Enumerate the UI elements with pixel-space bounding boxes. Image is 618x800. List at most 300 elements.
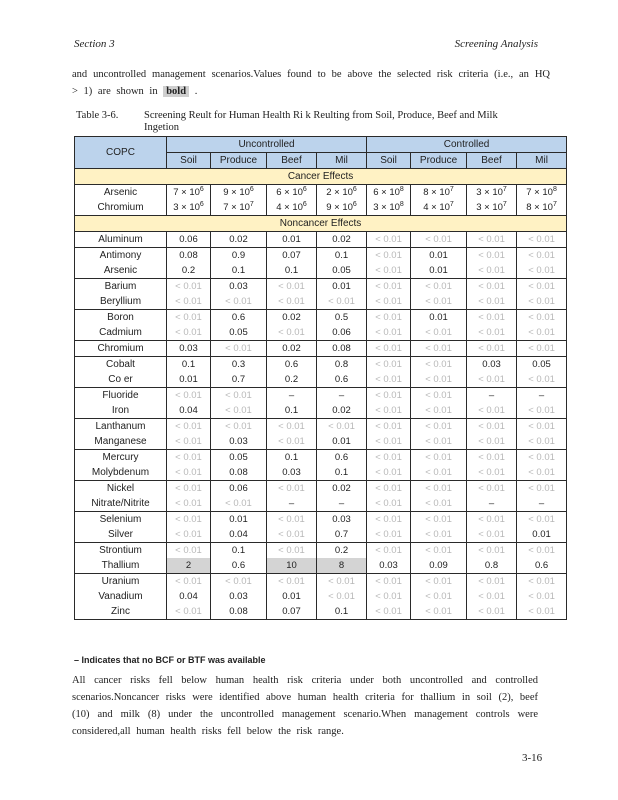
hq-value: < 0.01 — [211, 419, 267, 435]
hq-value: < 0.01 — [467, 574, 517, 590]
hq-value: < 0.01 — [367, 357, 411, 373]
hq-value: < 0.01 — [411, 341, 467, 357]
cancer-value — [467, 200, 517, 216]
hq-value: < 0.01 — [467, 279, 517, 295]
hq-value: < 0.01 — [467, 465, 517, 481]
hq-value: 0.1 — [317, 465, 367, 481]
table-footnote: – Indicates that no BCF or BTF was available — [74, 655, 266, 665]
hq-value: < 0.01 — [167, 450, 211, 466]
hq-value: 0.6 — [317, 450, 367, 466]
hq-value: – — [517, 496, 567, 512]
hq-value: < 0.01 — [467, 341, 517, 357]
hq-value: 0.03 — [267, 465, 317, 481]
hq-value: < 0.01 — [167, 604, 211, 620]
value-exponent: 6 — [199, 201, 204, 208]
hq-value: 0.01 — [411, 248, 467, 264]
hq-value: 0.03 — [211, 279, 267, 295]
hq-value: < 0.01 — [467, 481, 517, 497]
value-exponent: 6 — [302, 201, 307, 208]
hq-value: < 0.01 — [167, 325, 211, 341]
hq-value: < 0.01 — [411, 465, 467, 481]
copc-name: Nitrate/Nitrite — [75, 496, 167, 512]
hq-value: < 0.01 — [267, 543, 317, 559]
hq-value: < 0.01 — [467, 434, 517, 450]
hq-value: < 0.01 — [517, 372, 567, 388]
hq-value: < 0.01 — [211, 574, 267, 590]
hq-value: – — [267, 388, 317, 404]
hq-value: 0.01 — [317, 434, 367, 450]
table-row — [75, 388, 567, 404]
value-exponent: 6 — [352, 186, 357, 193]
hq-value: < 0.01 — [267, 279, 317, 295]
value-base: 4 × 10 — [423, 202, 450, 213]
hq-value: 0.01 — [267, 232, 317, 248]
table-row — [75, 419, 567, 435]
hq-value: < 0.01 — [411, 357, 467, 373]
table-row — [75, 185, 567, 201]
hq-value: < 0.01 — [367, 248, 411, 264]
value-exponent: 6 — [249, 186, 254, 193]
hq-value: 0.02 — [211, 232, 267, 248]
hq-value: < 0.01 — [517, 310, 567, 326]
screening-results-table — [74, 136, 567, 620]
copc-name: Cadmium — [75, 325, 167, 341]
hq-value: < 0.01 — [411, 481, 467, 497]
hq-value: 0.06 — [167, 232, 211, 248]
hq-value: < 0.01 — [167, 512, 211, 528]
value-base: 6 × 10 — [373, 187, 400, 198]
hq-value: 0.02 — [317, 232, 367, 248]
hq-value: < 0.01 — [367, 434, 411, 450]
hq-value: 0.7 — [317, 527, 367, 543]
noncancer-effects-section-label: Noncancer Effects — [75, 216, 567, 232]
cancer-value — [167, 200, 211, 216]
table-row — [75, 589, 567, 604]
hq-value: 0.7 — [211, 372, 267, 388]
hq-value: 0.01 — [317, 279, 367, 295]
copc-name: Fluoride — [75, 388, 167, 404]
value-exponent: 6 — [302, 186, 307, 193]
intro-text: and uncontrolled management scenarios.Values found to be above the selected risk criteria (i.e., an HQ > 1) are shown in — [72, 69, 550, 97]
hq-value: 0.6 — [211, 558, 267, 574]
hq-value: < 0.01 — [411, 589, 467, 604]
copc-name: Thallium — [75, 558, 167, 574]
table-title: Screening Reult for Human Health Ri k Reulting from Soil, Produce, Beef and Milk Ingetion — [144, 110, 498, 133]
hq-value: < 0.01 — [517, 419, 567, 435]
table-row — [75, 558, 567, 574]
copc-name: Co er — [75, 372, 167, 388]
copc-name: Antimony — [75, 248, 167, 264]
hq-value: < 0.01 — [367, 232, 411, 248]
cancer-value — [367, 200, 411, 216]
hq-value: < 0.01 — [411, 434, 467, 450]
copc-name: Strontium — [75, 543, 167, 559]
hq-value: < 0.01 — [467, 450, 517, 466]
hq-value: < 0.01 — [411, 232, 467, 248]
hq-value: < 0.01 — [411, 372, 467, 388]
hq-value: < 0.01 — [211, 341, 267, 357]
hq-value: < 0.01 — [167, 310, 211, 326]
hq-value: 0.03 — [367, 558, 411, 574]
hq-value: < 0.01 — [167, 465, 211, 481]
value-exponent: 7 — [249, 201, 254, 208]
copc-name: Iron — [75, 403, 167, 419]
hq-value: < 0.01 — [517, 512, 567, 528]
hq-value: 0.3 — [211, 357, 267, 373]
table-row — [75, 200, 567, 216]
table-row — [75, 279, 567, 295]
col-header: Produce — [411, 153, 467, 169]
copc-name: Arsenic — [75, 185, 167, 201]
hq-value: < 0.01 — [517, 232, 567, 248]
value-exponent: 8 — [552, 186, 557, 193]
hq-value: 0.2 — [167, 263, 211, 279]
hq-value: 0.03 — [211, 589, 267, 604]
hq-value: 0.05 — [317, 263, 367, 279]
table-row — [75, 403, 567, 419]
hq-value: < 0.01 — [367, 325, 411, 341]
hq-value: 0.07 — [267, 604, 317, 620]
hq-value: < 0.01 — [467, 419, 517, 435]
hq-value: 0.2 — [317, 543, 367, 559]
cancer-value — [267, 185, 317, 201]
hq-value: < 0.01 — [517, 543, 567, 559]
value-exponent: 6 — [199, 186, 204, 193]
hq-value: < 0.01 — [267, 512, 317, 528]
table-row — [75, 325, 567, 341]
hq-value: 0.1 — [267, 263, 317, 279]
copc-name: Molybdenum — [75, 465, 167, 481]
hq-value: < 0.01 — [367, 604, 411, 620]
hq-value: < 0.01 — [517, 341, 567, 357]
cancer-value — [517, 200, 567, 216]
value-base: 3 × 10 — [173, 202, 200, 213]
hq-value: 0.1 — [211, 543, 267, 559]
hq-value: 0.03 — [467, 357, 517, 373]
hq-value: < 0.01 — [467, 263, 517, 279]
hq-value: < 0.01 — [467, 403, 517, 419]
hq-value: 0.6 — [317, 372, 367, 388]
hq-value: < 0.01 — [411, 403, 467, 419]
hq-value: < 0.01 — [517, 248, 567, 264]
hq-value: 0.03 — [167, 341, 211, 357]
hq-value: < 0.01 — [367, 263, 411, 279]
intro-text-end: . — [189, 86, 198, 97]
hq-value: < 0.01 — [411, 294, 467, 310]
hq-value: < 0.01 — [367, 419, 411, 435]
copc-name: Barium — [75, 279, 167, 295]
copc-name: Vanadium — [75, 589, 167, 604]
hq-value: 0.02 — [317, 403, 367, 419]
hq-value: < 0.01 — [367, 527, 411, 543]
hq-value: 0.07 — [267, 248, 317, 264]
hq-value: < 0.01 — [367, 403, 411, 419]
hq-value: – — [267, 496, 317, 512]
copc-name: Silver — [75, 527, 167, 543]
hq-value: < 0.01 — [167, 434, 211, 450]
table-row — [75, 604, 567, 620]
table-row — [75, 341, 567, 357]
hq-value: < 0.01 — [367, 481, 411, 497]
hq-value: 0.8 — [467, 558, 517, 574]
hq-value: < 0.01 — [367, 543, 411, 559]
hq-value: < 0.01 — [167, 574, 211, 590]
value-exponent: 7 — [449, 186, 454, 193]
cancer-value — [517, 185, 567, 201]
hq-value: < 0.01 — [167, 388, 211, 404]
noncancer-effects-section — [75, 216, 567, 232]
hq-value: 0.1 — [267, 450, 317, 466]
cancer-value — [411, 200, 467, 216]
value-base: 7 × 10 — [173, 187, 200, 198]
hq-value: < 0.01 — [411, 450, 467, 466]
hq-value: < 0.01 — [367, 465, 411, 481]
hq-value: < 0.01 — [517, 465, 567, 481]
cancer-effects-section — [75, 169, 567, 185]
hq-value: 0.06 — [317, 325, 367, 341]
value-exponent: 8 — [399, 201, 404, 208]
uncontrolled-header: Uncontrolled — [167, 137, 367, 153]
hq-value: 0.01 — [211, 512, 267, 528]
cancer-value — [467, 185, 517, 201]
col-header: Beef — [267, 153, 317, 169]
cancer-value — [411, 185, 467, 201]
col-header: Produce — [211, 153, 267, 169]
hq-value: < 0.01 — [467, 527, 517, 543]
hq-value: < 0.01 — [267, 325, 317, 341]
copc-name: Cobalt — [75, 357, 167, 373]
hq-value: 0.01 — [267, 589, 317, 604]
hq-value: < 0.01 — [517, 481, 567, 497]
hq-value: < 0.01 — [411, 512, 467, 528]
value-base: 9 × 10 — [223, 187, 250, 198]
hq-value: < 0.01 — [411, 574, 467, 590]
summary-paragraph: All cancer risks fell below human health risk criteria under both uncontrolled and controlled scenarios.Noncancer risks were identified above human health criteria for thallium in soil (2), beef (10) and milk (8) under the uncontrolled management scenario.When management controls were considered,all human health risks fell below the risk range. — [72, 675, 538, 737]
hq-value: 0.05 — [211, 450, 267, 466]
hq-value: < 0.01 — [517, 574, 567, 590]
hq-value: < 0.01 — [367, 589, 411, 604]
hq-value: 0.08 — [211, 604, 267, 620]
table-row — [75, 527, 567, 543]
copc-name: Aluminum — [75, 232, 167, 248]
table-row — [75, 450, 567, 466]
hq-value: < 0.01 — [267, 574, 317, 590]
hq-value: < 0.01 — [467, 372, 517, 388]
hq-value: < 0.01 — [317, 574, 367, 590]
controlled-header: Controlled — [367, 137, 567, 153]
table-number: Table 3-6. — [76, 110, 119, 121]
hq-value: < 0.01 — [317, 589, 367, 604]
col-header: Soil — [367, 153, 411, 169]
hq-value: < 0.01 — [467, 248, 517, 264]
hq-value: 0.04 — [167, 403, 211, 419]
hq-value: < 0.01 — [467, 294, 517, 310]
cancer-value — [211, 200, 267, 216]
table-row — [75, 232, 567, 248]
hq-value: < 0.01 — [211, 294, 267, 310]
table-row — [75, 310, 567, 326]
hq-value: < 0.01 — [367, 574, 411, 590]
value-exponent: 7 — [502, 201, 507, 208]
hq-value: < 0.01 — [517, 294, 567, 310]
hq-value: < 0.01 — [367, 388, 411, 404]
hq-value: < 0.01 — [467, 325, 517, 341]
hq-value: < 0.01 — [167, 496, 211, 512]
table-row — [75, 465, 567, 481]
hq-value: 8 — [317, 558, 367, 574]
value-exponent: 6 — [352, 201, 357, 208]
hq-value: 0.02 — [317, 481, 367, 497]
hq-value: 0.05 — [517, 357, 567, 373]
value-base: 2 × 10 — [326, 187, 353, 198]
hq-value: < 0.01 — [411, 388, 467, 404]
hq-value: 0.06 — [211, 481, 267, 497]
table-row — [75, 496, 567, 512]
hq-value: < 0.01 — [467, 589, 517, 604]
hq-value: 0.5 — [317, 310, 367, 326]
hq-value: 0.01 — [411, 263, 467, 279]
hq-value: < 0.01 — [411, 604, 467, 620]
copc-name: Selenium — [75, 512, 167, 528]
cancer-value — [367, 185, 411, 201]
hq-value: 0.01 — [517, 527, 567, 543]
hq-value: < 0.01 — [517, 604, 567, 620]
hq-value: 0.03 — [211, 434, 267, 450]
copc-name: Uranium — [75, 574, 167, 590]
hq-value: < 0.01 — [367, 512, 411, 528]
hq-value: – — [317, 388, 367, 404]
hq-value: – — [517, 388, 567, 404]
hq-value: – — [467, 388, 517, 404]
hq-value: 0.1 — [317, 248, 367, 264]
hq-value: < 0.01 — [367, 496, 411, 512]
hq-value: < 0.01 — [411, 279, 467, 295]
hq-value: < 0.01 — [367, 372, 411, 388]
hq-value: < 0.01 — [411, 496, 467, 512]
hq-value: 0.1 — [167, 357, 211, 373]
cancer-value — [317, 185, 367, 201]
hq-value: 0.6 — [517, 558, 567, 574]
hq-value: < 0.01 — [517, 589, 567, 604]
col-header: Mil — [517, 153, 567, 169]
table-row — [75, 481, 567, 497]
table-row — [75, 263, 567, 279]
page-number: 3-16 — [522, 752, 543, 764]
hq-value: < 0.01 — [411, 543, 467, 559]
section-label: Section 3 — [74, 38, 115, 50]
value-base: 8 × 10 — [423, 187, 450, 198]
hq-value: < 0.01 — [167, 543, 211, 559]
value-base: 7 × 10 — [526, 187, 553, 198]
hq-value: < 0.01 — [211, 496, 267, 512]
hq-value: < 0.01 — [211, 388, 267, 404]
copc-name: Chromium — [75, 341, 167, 357]
intro-paragraph — [72, 66, 550, 100]
hq-value: < 0.01 — [211, 403, 267, 419]
cancer-value — [267, 200, 317, 216]
value-base: 4 × 10 — [276, 202, 303, 213]
bold-highlight: bold — [163, 86, 189, 97]
hq-value: < 0.01 — [267, 481, 317, 497]
hq-value: 0.04 — [167, 589, 211, 604]
value-base: 9 × 10 — [326, 202, 353, 213]
copc-name: Mercury — [75, 450, 167, 466]
value-base: 8 × 10 — [526, 202, 553, 213]
copc-name: Nickel — [75, 481, 167, 497]
hq-value: 0.2 — [267, 372, 317, 388]
hq-value: < 0.01 — [367, 450, 411, 466]
hq-value: 10 — [267, 558, 317, 574]
hq-value: 0.6 — [267, 357, 317, 373]
table-row — [75, 512, 567, 528]
table-row — [75, 543, 567, 559]
hq-value: < 0.01 — [411, 527, 467, 543]
copc-name: Manganese — [75, 434, 167, 450]
cancer-value — [211, 185, 267, 201]
table-row — [75, 357, 567, 373]
hq-value: 0.1 — [317, 604, 367, 620]
hq-value: < 0.01 — [467, 543, 517, 559]
table-row — [75, 294, 567, 310]
hq-value: 0.02 — [267, 341, 317, 357]
col-header: Soil — [167, 153, 211, 169]
hq-value: 0.8 — [317, 357, 367, 373]
hq-value: 2 — [167, 558, 211, 574]
hq-value: 0.02 — [267, 310, 317, 326]
hq-value: < 0.01 — [317, 419, 367, 435]
hq-value: < 0.01 — [467, 512, 517, 528]
hq-value: 0.03 — [317, 512, 367, 528]
hq-value: < 0.01 — [167, 294, 211, 310]
value-base: 3 × 10 — [476, 202, 503, 213]
value-base: 7 × 10 — [223, 202, 250, 213]
copc-name: Boron — [75, 310, 167, 326]
hq-value: < 0.01 — [517, 325, 567, 341]
hq-value: 0.6 — [211, 310, 267, 326]
copc-header: COPC — [75, 137, 167, 169]
hq-value: 0.01 — [411, 310, 467, 326]
hq-value: < 0.01 — [367, 294, 411, 310]
hq-value: < 0.01 — [467, 604, 517, 620]
hq-value: < 0.01 — [167, 419, 211, 435]
hq-value: 0.09 — [411, 558, 467, 574]
cancer-value — [167, 185, 211, 201]
value-base: 3 × 10 — [373, 202, 400, 213]
copc-name: Arsenic — [75, 263, 167, 279]
hq-value: < 0.01 — [267, 419, 317, 435]
value-exponent: 7 — [449, 201, 454, 208]
hq-value: < 0.01 — [517, 450, 567, 466]
hq-value: < 0.01 — [317, 294, 367, 310]
hq-value: < 0.01 — [367, 310, 411, 326]
hq-value: – — [317, 496, 367, 512]
hq-value: < 0.01 — [517, 434, 567, 450]
hq-value: < 0.01 — [267, 434, 317, 450]
hq-value: < 0.01 — [167, 481, 211, 497]
hq-value: < 0.01 — [267, 294, 317, 310]
table-row — [75, 248, 567, 264]
running-title: Screening Analysis — [454, 38, 538, 50]
hq-value: 0.04 — [211, 527, 267, 543]
value-exponent: 7 — [502, 186, 507, 193]
hq-value: < 0.01 — [467, 232, 517, 248]
hq-value: < 0.01 — [167, 279, 211, 295]
hq-value: 0.08 — [317, 341, 367, 357]
hq-value: < 0.01 — [411, 325, 467, 341]
hq-value: 0.9 — [211, 248, 267, 264]
table-row — [75, 372, 567, 388]
cancer-value — [317, 200, 367, 216]
